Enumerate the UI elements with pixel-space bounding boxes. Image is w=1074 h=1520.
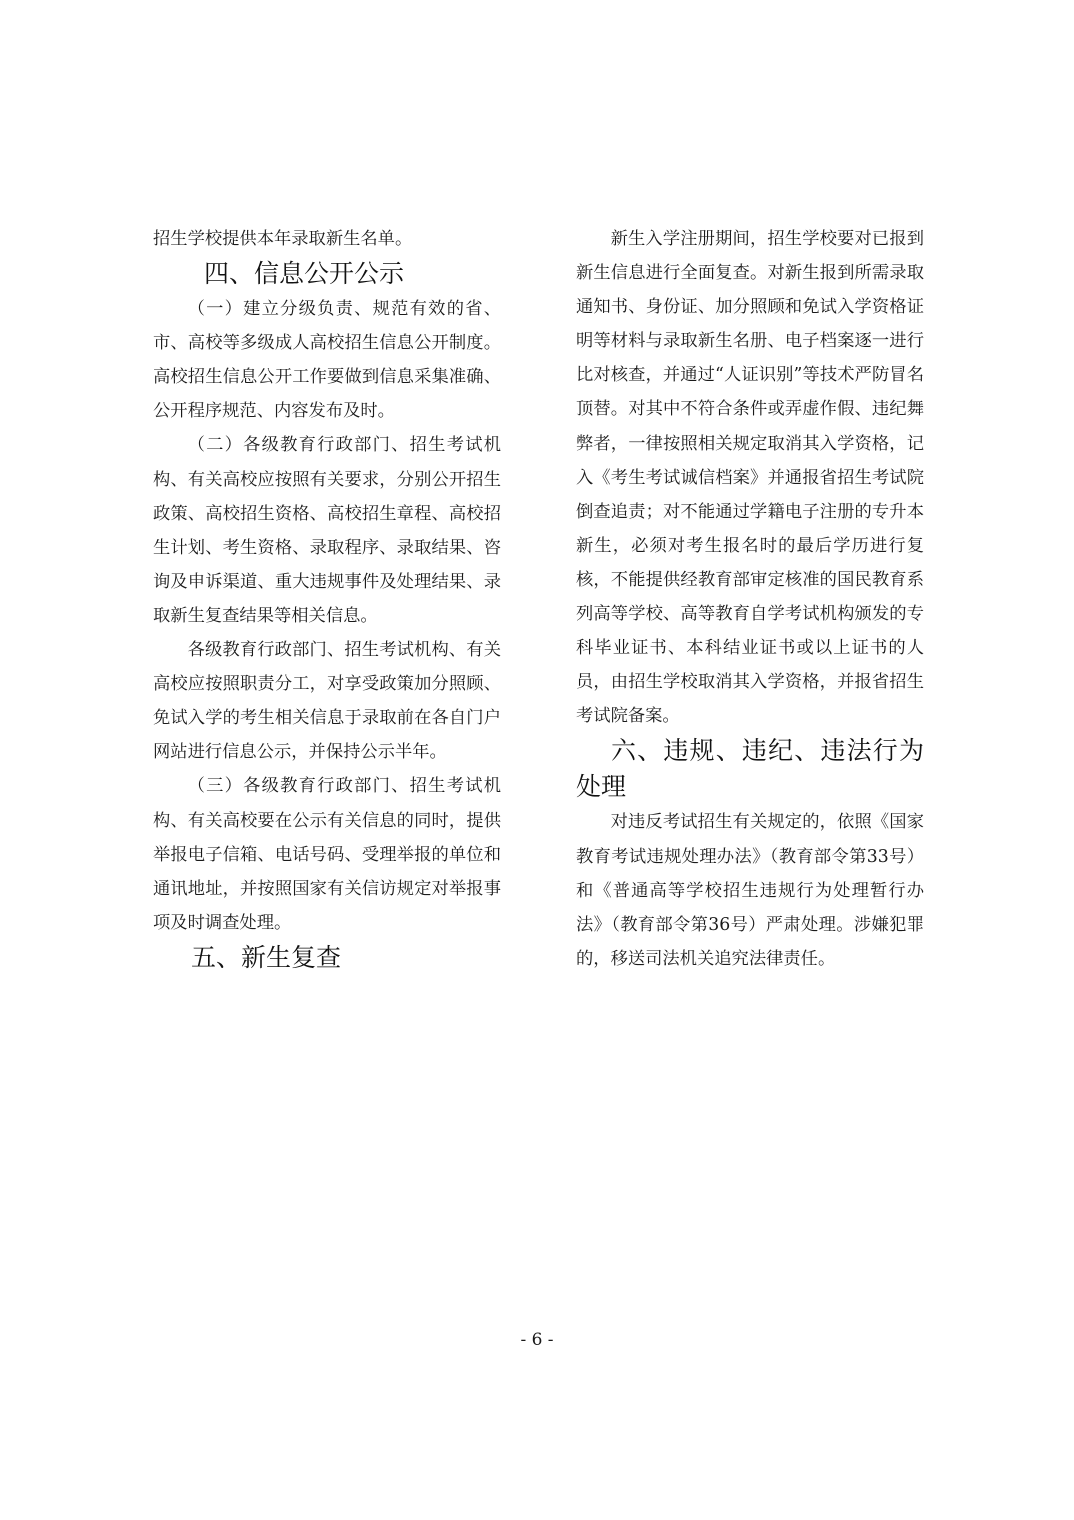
paragraph-disclosure-system: （一）建立分级负责、规范有效的省、市、高校等多级成人高校招生信息公开制度。高校招生信息公开工作要做到信息采集准确、公开程序规范、内容发布及时。 [153,299,501,422]
paragraph-freshman-review: 新生入学注册期间，招生学校要对已报到新生信息进行全面复查。对新生报到所需录取通知书、身份证、加分照顾和免试入学资格证明等材料与录取新生名册、电子档案逐一进行比对核查，并通过“人证识别”等技术严防冒名顶替。对其中不符合条件或弄虚作假、违纪舞弊者，一律按照相关规定取消其入学资格，记入《考生考试诚信档案》并通报省招生考试院倒查追责；对不能通过学籍电子注册的专升本新生，必须对考生报名时的最后学历进行复核，不能提供经教育部审定核准的国民教育系列高等学校、高等教育自学考试机构颁发的专科毕业证书、本科结业证书或以上证书的人员，由招生学校取消其入学资格，并报省招生考试院备案。 [576,229,924,727]
paragraph-report-channels: （三）各级教育行政部门、招生考试机构、有关高校要在公示有关信息的同时，提供举报电子信箱、电话号码、受理举报的单位和通讯地址，并按照国家有关信访规定对举报事项及时调查处理。 [153,776,501,933]
left-column [153,222,501,976]
right-column [576,222,924,976]
paragraph-disclosure-publicity: 各级教育行政部门、招生考试机构、有关高校应按照职责分工，对享受政策加分照顾、免试入学的考生相关信息于录取前在各自门户网站进行信息公示，并保持公示半年。 [153,640,501,763]
section-heading-freshman-review: 五、新生复查 [191,942,342,972]
section-heading-info-disclosure: 四、信息公开公示 [204,259,405,289]
section-heading-violations: 六、违规、违纪、违法行为处理 [576,736,924,802]
paragraph-continuation: 招生学校提供本年录取新生名单。 [153,229,413,249]
page-number: - 6 - [520,1330,554,1350]
paragraph-violations-handling: 对违反考试招生有关规定的，依照《国家教育考试违规处理办法》（教育部令第33号）和《普通高等学校招生违规行为处理暂行办法》（教育部令第36号）严肃处理。涉嫌犯罪的，移送司法机关追究法律责任。 [576,812,924,969]
paragraph-disclosure-content: （二）各级教育行政部门、招生考试机构、有关高校应按照有关要求，分别公开招生政策、高校招生资格、高校招生章程、高校招生计划、考生资格、录取程序、录取结果、咨询及申诉渠道、重大违规事件及处理结果、录取新生复查结果等相关信息。 [153,435,501,626]
